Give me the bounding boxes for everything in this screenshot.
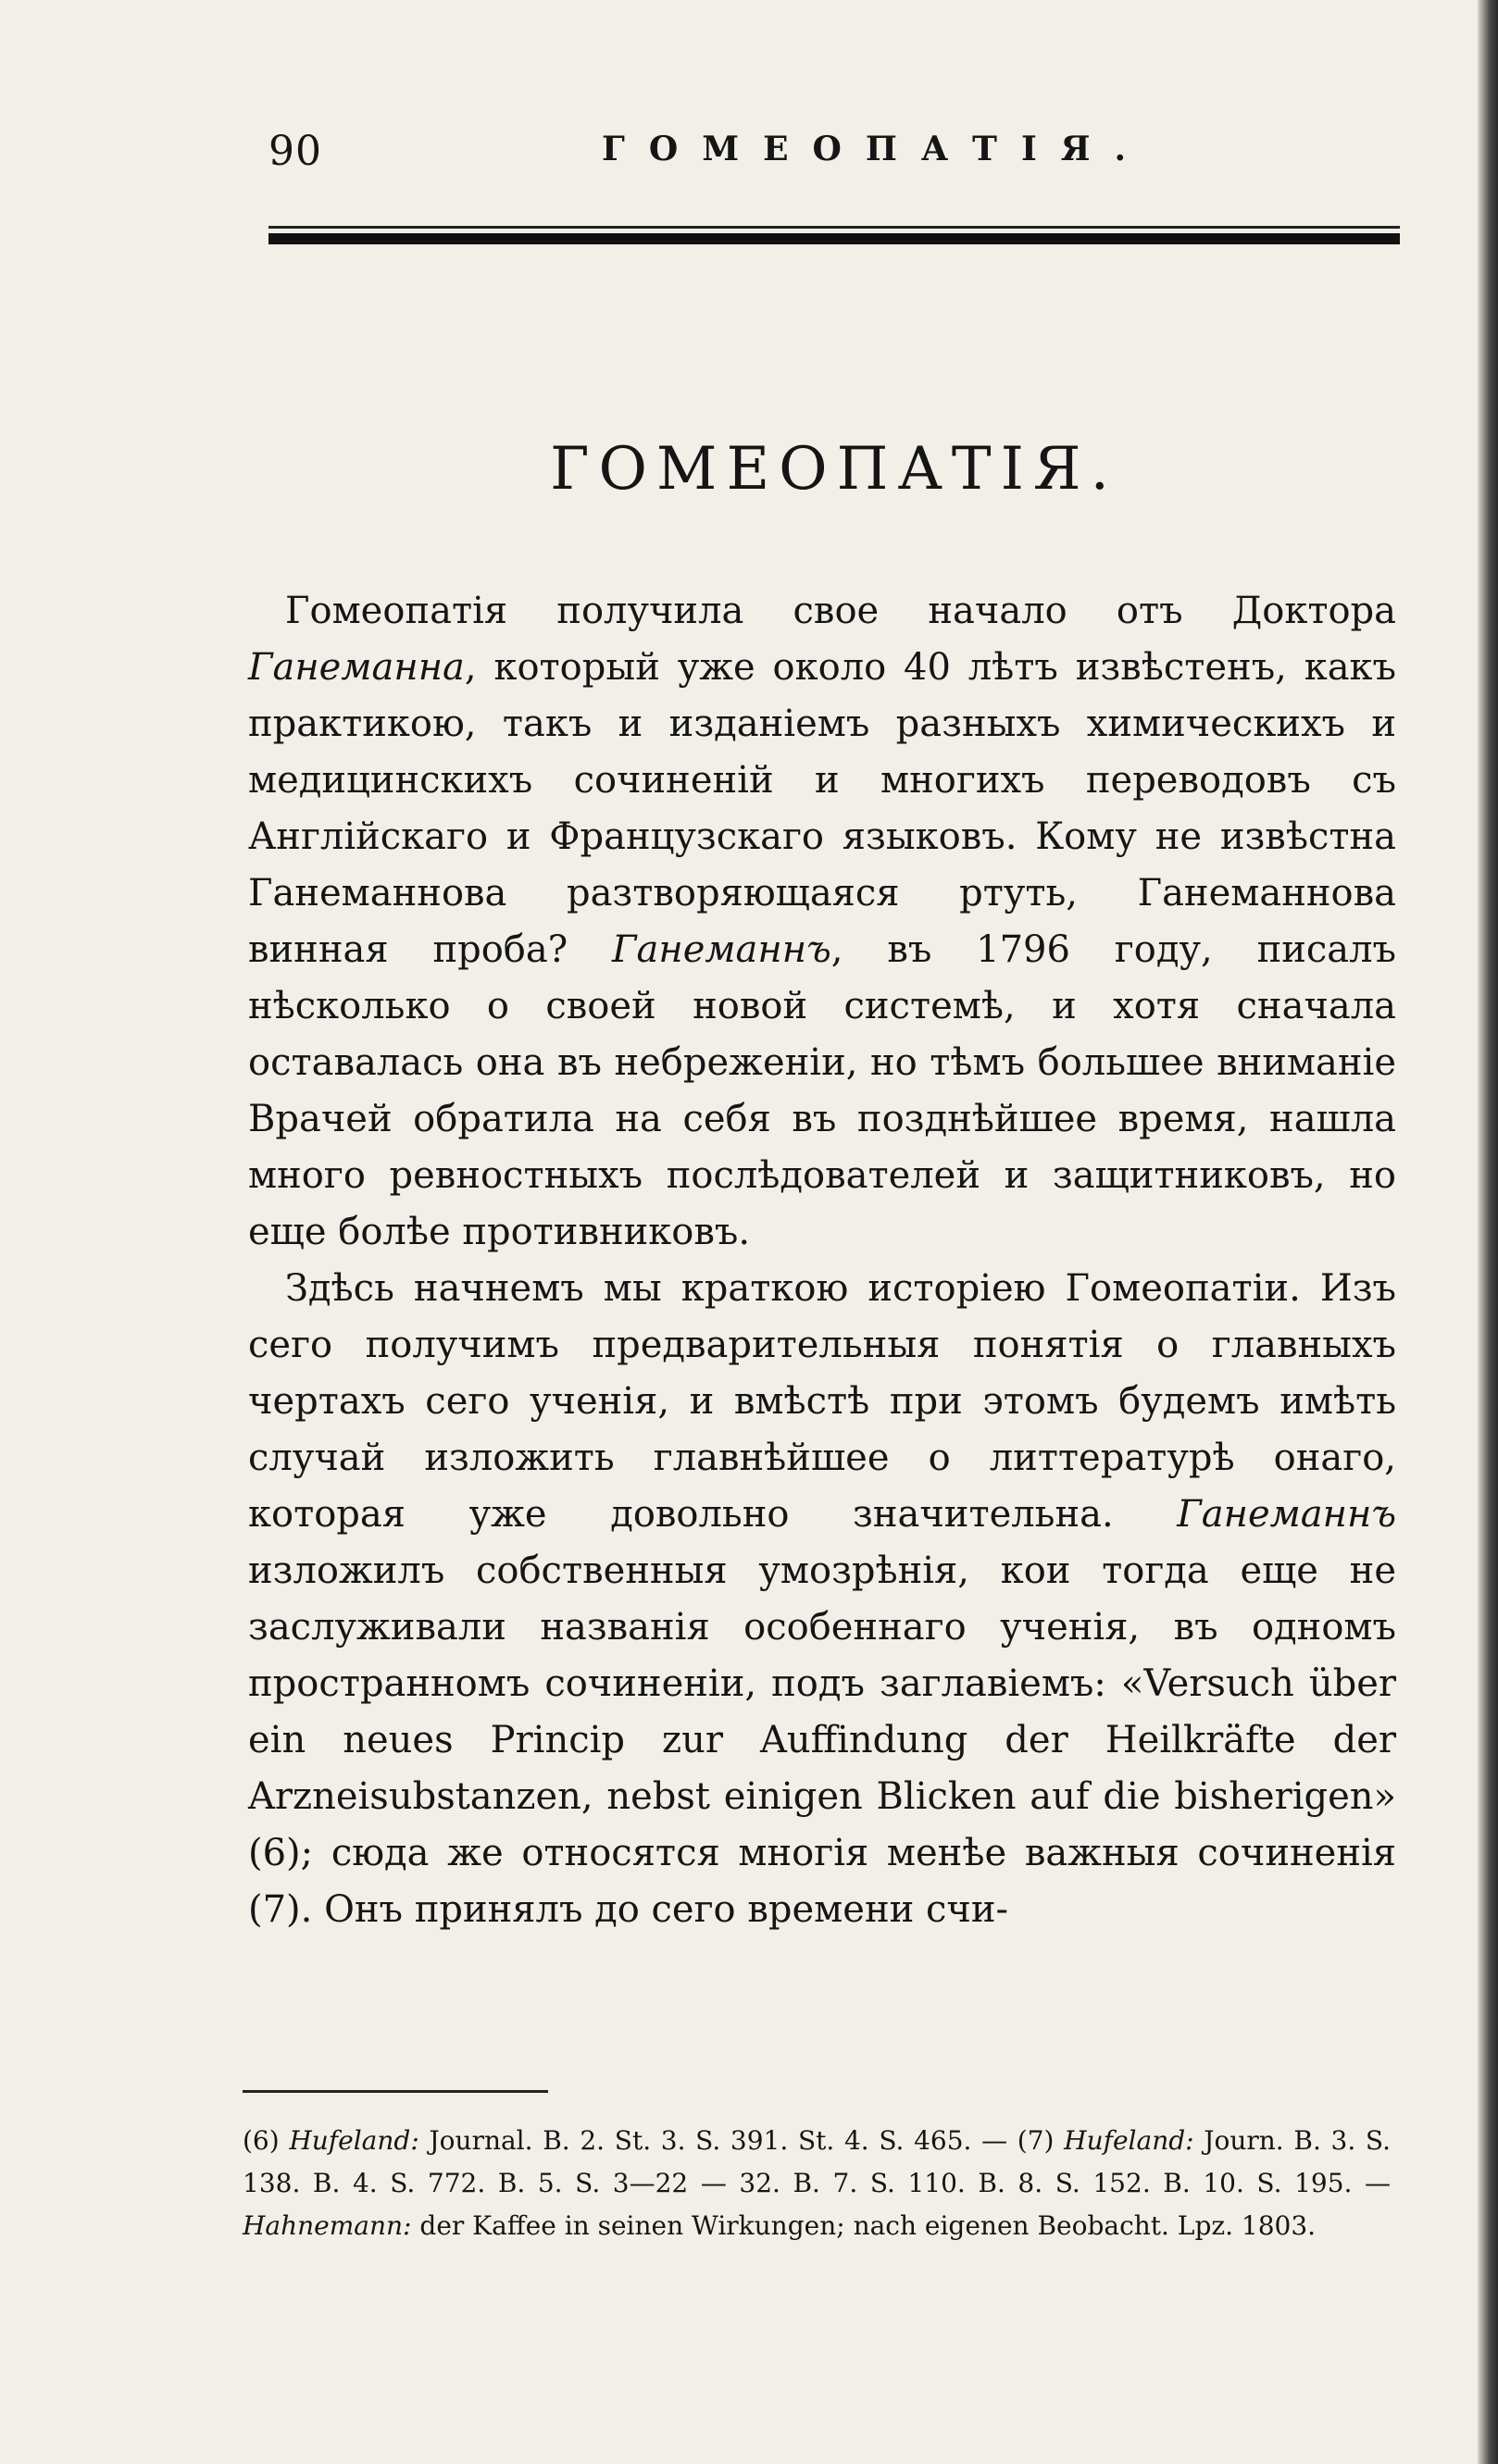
paragraph-1-text-a: Гомеопатія получила свое начало отъ Доктора [285,590,1396,632]
footnote-7-text: Journ. B. 3. S. 138. B. 4. S. 772. B. 5. S. 3—22 — 32. B. 7. S. 110. B. 8. S. 152. B. 10. S. 195. — [243,2125,1392,2198]
page-number: 90 [268,128,322,175]
header-rule-thin [268,226,1400,229]
paragraph-2 [248,1261,1396,1938]
paragraph-2-italic-name: Ганеманнъ [1177,1493,1396,1536]
footnote-6-label: (6) [243,2125,290,2156]
paragraph-1 [248,583,1396,1261]
paragraph-1-text-c: , въ 1796 году, писалъ нѣсколько о своей новой системѣ, и хотя сначала оставалась она въ небреженіи, но тѣмъ большее вниманіе Врачей обратила на себя въ позднѣйшее время, нашла много ревностныхъ послѣдователей и защитниковъ, но еще болѣе противниковъ. [248,928,1397,1253]
running-title: ГОМЕОПАТІЯ. [602,130,1151,168]
paragraph-1-italic-name-a: Ганеманна [248,646,465,689]
running-head [268,128,1400,183]
paragraph-2-text-a: Здѣсь начнемъ мы краткою исторіею Гомеопатіи. Изъ сего получимъ предварительныя понятія о главныхъ чертахъ сего ученія, и вмѣстѣ при этомъ будемъ имѣть случай изложить главнѣйшее о литтературѣ онаго, которая уже довольно значительна. [248,1267,1396,1536]
footnote-separator [243,2090,548,2093]
footnote-block [243,2120,1391,2247]
footnote-6-author: Hufeland: [289,2125,419,2156]
paragraph-2-text-b: изложилъ собственныя умозрѣнія, кои тогда еще не заслуживали названія особеннаго ученія, въ одномъ пространномъ сочиненіи, подъ заглавіемъ: «Versuch über ein neues Princip zur Auffindung der Heilkräfte der Arzneisubstanzen, nebst einigen Blicken auf die bisherigen» (6); сюда же относятся многія менѣе важныя сочиненія (7). Онъ принялъ до сего времени счи- [248,1549,1396,1931]
chapter-title: ГОМЕОПАТІЯ. [550,435,1118,504]
paragraph-1-text-b: , который уже около 40 лѣтъ извѣстенъ, какъ практикою, такъ и изданіемъ разныхъ химическихъ и медицинскихъ сочиненій и многихъ переводовъ съ Англійскаго и Французскаго языковъ. Кому не извѣстна Ганеманнова разтворяющаяся ртуть, Ганеманнова винная проба? [248,646,1396,971]
paragraph-1-italic-name-b: Ганеманнъ [612,928,831,971]
footnote-6-text: Journal. B. 2. St. 3. S. 391. St. 4. S. 465. — (7) [418,2125,1065,2156]
footnote-7-text-2: der Kaffee in seinen Wirkungen; nach eigenen Beobacht. Lpz. 1803. [411,2210,1317,2241]
footnote-7-author-2: Hahnemann: [243,2210,412,2241]
footnote-7-author: Hufeland: [1064,2125,1194,2156]
body-text [248,583,1396,1938]
page-edge-shadow [1478,0,1498,2464]
header-rule-thick [268,233,1400,244]
footnotes [243,2120,1391,2247]
